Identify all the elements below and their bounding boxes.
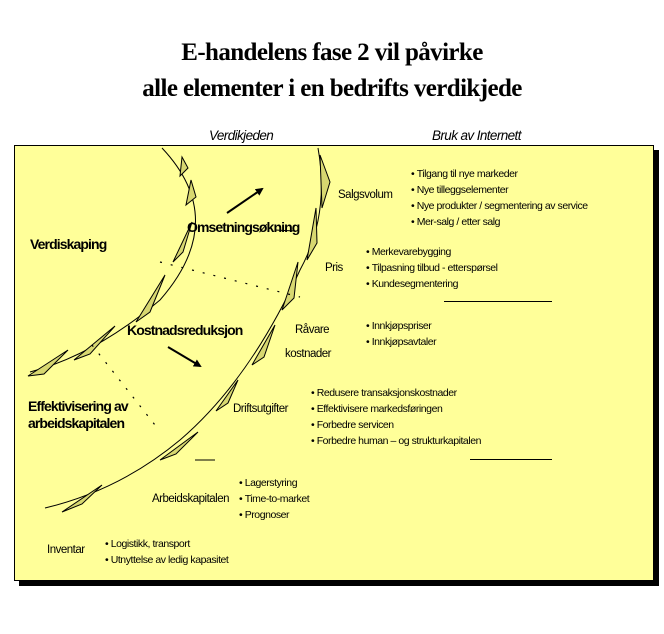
list-item: • Tilgang til nye markeder	[411, 166, 588, 182]
label-inventar: Inventar	[47, 544, 85, 556]
list-item: • Lagerstyring	[239, 475, 309, 491]
arrow-omsetning-icon	[227, 189, 262, 213]
title-line-1: E-handelens fase 2 vil påvirke	[181, 39, 483, 66]
bullets-ravare	[366, 318, 436, 350]
list-item: • Mer-salg / etter salg	[411, 214, 588, 230]
list-item: • Redusere transaksjonskostnader	[311, 385, 481, 401]
label-driftsutgifter: Driftsutgifter	[233, 403, 288, 415]
right-fin-4	[252, 325, 275, 365]
column-heading-verdikjeden: Verdikjeden	[209, 128, 274, 143]
column-heading-bruk-av-internett: Bruk av Internett	[432, 128, 521, 143]
label-pris: Pris	[325, 262, 343, 274]
list-item: • Merkevarebygging	[366, 244, 498, 260]
divider-upper	[160, 262, 300, 297]
label-arbeidskapitalen: Arbeidskapitalen	[152, 493, 230, 505]
list-item: • Effektivisere markedsføringen	[311, 401, 481, 417]
label-omsetningsokning: Omsetningsøkning	[187, 219, 300, 235]
bullets-arbeidskapitalen	[239, 475, 309, 523]
right-fin-2	[307, 208, 317, 260]
label-kostnadsreduksjon: Kostnadsreduksjon	[127, 322, 243, 338]
list-item: • Nye tilleggselementer	[411, 182, 588, 198]
list-item: • Tilpasning tilbud - etterspørsel	[366, 260, 498, 276]
left-fin-5	[74, 326, 115, 360]
list-item: • Prognoser	[239, 507, 309, 523]
label-effektivisering-2: arbeidskapitalen	[28, 415, 125, 431]
right-fin-6	[160, 432, 198, 460]
bullets-pris	[366, 244, 498, 292]
list-item: • Utnyttelse av ledig kapasitet	[105, 552, 228, 568]
label-ravare-1: Råvare	[295, 324, 330, 336]
right-fin-7	[62, 485, 102, 512]
list-item: • Time-to-market	[239, 491, 309, 507]
list-item: • Forbedre servicen	[311, 417, 481, 433]
arrow-kostnad-icon	[168, 347, 200, 366]
list-item: • Logistikk, transport	[105, 536, 228, 552]
title-line-2: alle elementer i en bedrifts verdikjede	[142, 75, 522, 102]
bullets-salgsvolum	[411, 166, 588, 230]
list-item: • Forbedre human – og strukturkapitalen	[311, 433, 481, 449]
right-fin-1	[320, 155, 330, 208]
left-fin-1	[180, 157, 188, 176]
right-fin-3	[282, 262, 298, 310]
bullets-driftsutgifter	[311, 385, 481, 449]
bullets-inventar	[105, 536, 228, 568]
list-item: • Kundesegmentering	[366, 276, 498, 292]
list-item: • Innkjøpsavtaler	[366, 334, 436, 350]
label-verdiskaping: Verdiskaping	[30, 236, 107, 252]
label-salgsvolum: Salgsvolum	[338, 189, 393, 201]
separator-pris	[444, 301, 552, 302]
separator-driftsutgifter	[470, 459, 552, 460]
list-item: • Innkjøpspriser	[366, 318, 436, 334]
left-fin-6	[28, 350, 68, 376]
list-item: • Nye produkter / segmentering av service	[411, 198, 588, 214]
label-effektivisering-1: Effektivisering av	[28, 398, 128, 414]
label-ravare-2: kostnader	[285, 348, 332, 360]
